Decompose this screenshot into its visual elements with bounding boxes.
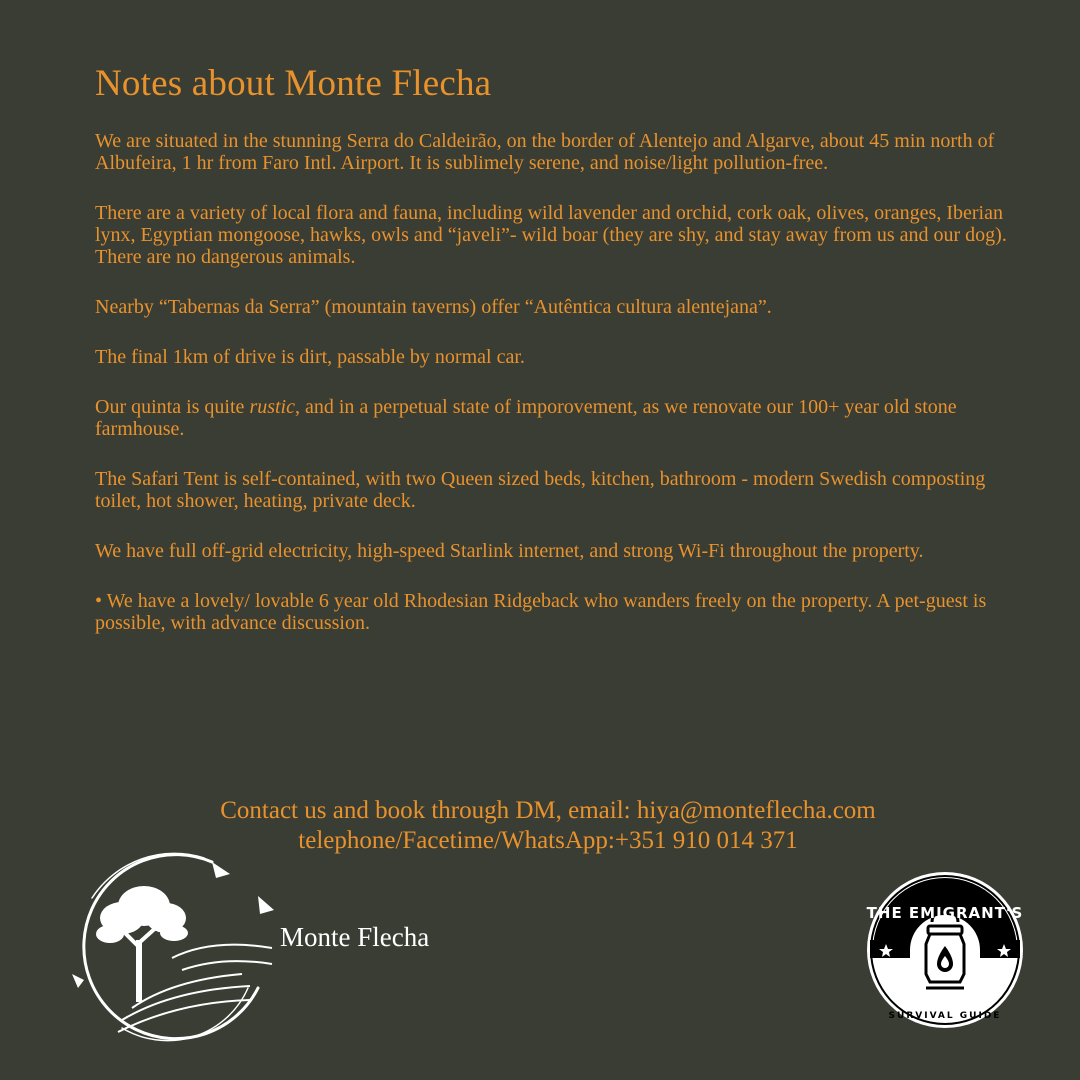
notes-section xyxy=(95,130,1025,662)
note-drive: The final 1km of drive is dirt, passable by normal car. xyxy=(95,346,525,368)
note-location: We are situated in the stunning Serra do Caldeirão, on the border of Alentejo and Algarve, about 45 min north of Albufeira, 1 hr from Faro Intl. Airport. It is sublimely serene, and noise/light pollution-free. xyxy=(95,130,995,174)
tree-circle-logo-icon xyxy=(62,838,292,1058)
note-safari-tent: The Safari Tent is self-contained, with two Queen sized beds, kitchen, bathroom - modern Swedish composting toilet, hot shower, heating, private deck. xyxy=(95,468,986,512)
note-flora-fauna: There are a variety of local flora and fauna, including wild lavender and orchid, cork oak, olives, oranges, Iberian lynx, Egyptian mongoose, hawks, owls and “javeli”- wild boar (they are shy, and stay away from us and our dog). There are no dangerous animals. xyxy=(95,202,1007,268)
note-quinta-emphasis: rustic xyxy=(249,396,295,418)
note-quinta xyxy=(95,396,1025,440)
note-quinta-pre: Our quinta is quite xyxy=(95,396,250,418)
lantern-badge-icon xyxy=(862,858,1028,1038)
note-utilities: We have full off-grid electricity, high-speed Starlink internet, and strong Wi-Fi throughout the property. xyxy=(95,540,924,562)
badge-top-text: THE EMIGRANT'S xyxy=(866,904,1024,922)
note-dog: • We have a lovely/ lovable 6 year old Rhodesian Ridgeback who wanders freely on the property. A pet-guest is possible, with advance discussion. xyxy=(95,590,987,634)
badge-bottom-text: SURVIVAL GUIDE xyxy=(888,1011,1002,1021)
contact-email-line: Contact us and book through DM, email: hiya@monteflecha.com xyxy=(220,797,876,824)
monte-flecha-logo-text: Monte Flecha xyxy=(280,922,430,952)
page-title: Notes about Monte Flecha xyxy=(95,63,492,104)
note-taverns: Nearby “Tabernas da Serra” (mountain taverns) offer “Autêntica cultura alentejana”. xyxy=(95,296,772,318)
contact-phone-line: telephone/Facetime/WhatsApp:+351 910 014 371 xyxy=(298,827,798,854)
note-quinta-post: , and in a perpetual state of imporovement, as we renovate our 100+ year old stone farmhouse. xyxy=(95,396,957,440)
